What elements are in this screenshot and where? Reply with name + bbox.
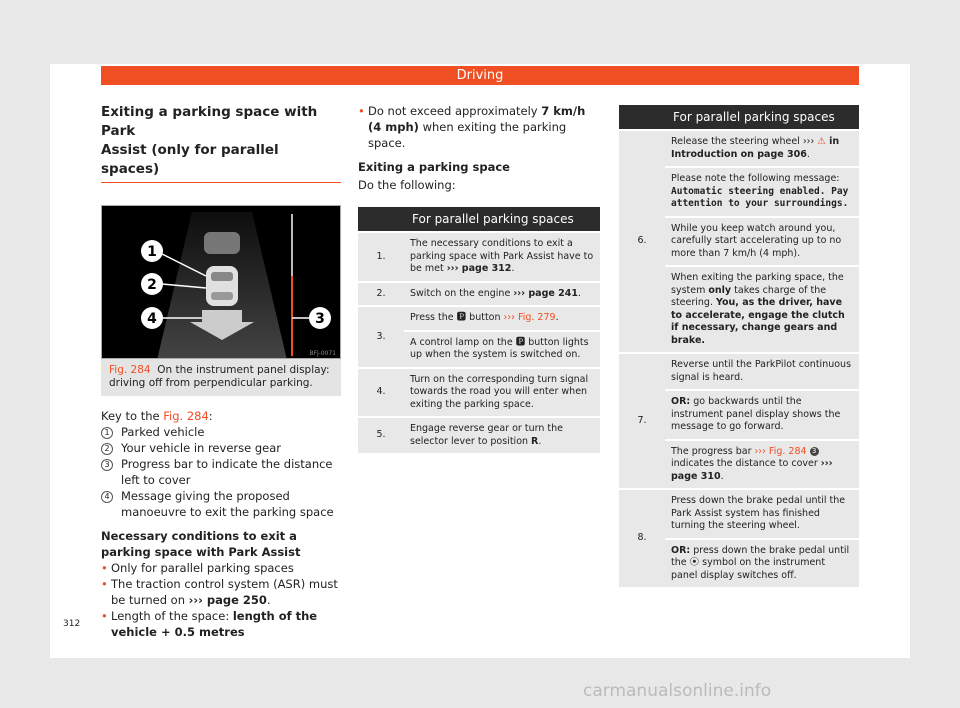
table-header: For parallel parking spaces xyxy=(665,105,859,129)
page-header: Driving xyxy=(101,66,859,85)
page-ref-link[interactable]: ››› page 312 xyxy=(446,263,512,274)
svg-text:3: 3 xyxy=(315,311,325,327)
subheading: Exiting a parking space xyxy=(358,160,510,174)
steering-symbol-icon: ⦿ xyxy=(689,557,700,568)
table-row: The progress bar ››› Fig. 284 3 indicates the distance to cover ››› page 310. xyxy=(619,441,859,489)
warning-icon: ⚠ xyxy=(817,136,826,147)
instrument-display-illustration xyxy=(102,206,341,359)
key-item: 2 Your vehicle in reverse gear xyxy=(101,440,341,456)
steps-table-2 xyxy=(619,103,859,589)
svg-text:1: 1 xyxy=(147,244,157,260)
key-item: 4 Message giving the proposed manoeuvre to exit the parking space xyxy=(101,488,341,520)
steps-table-1 xyxy=(358,205,600,455)
table-row: 3. Press the 🅿 button ››› Fig. 279. xyxy=(358,307,600,330)
table-row: When exiting the parking space, the system only takes charge of the steering. You, as the driver, have to accelerate, engage the clutch if necessary, change gears and brake. xyxy=(619,267,859,352)
figure-link[interactable]: ››› Fig. 279 xyxy=(503,312,556,323)
park-assist-button-icon: 🅿 xyxy=(515,336,526,348)
bullet-item: • Only for parallel parking spaces xyxy=(101,561,294,575)
table-row: 6. Release the steering wheel ››› ⚠ in Introduction on page 306. xyxy=(619,131,859,166)
right-column xyxy=(619,103,859,589)
watermark: carmanualsonline.info xyxy=(583,681,772,701)
figure-link[interactable]: ››› Fig. 284 xyxy=(754,445,807,457)
park-assist-button-icon: 🅿 xyxy=(456,312,467,323)
left-column xyxy=(101,103,341,640)
intro-text: Do the following: xyxy=(358,178,456,192)
table-row: A control lamp on the 🅿 button lights up when the system is switched on. xyxy=(358,332,600,367)
figure-caption: Fig. 284 On the instrument panel display: driving off from perpendicular parking. xyxy=(101,359,341,396)
figure-code: BFJ-0071 xyxy=(309,350,336,357)
key-intro: Key to the Fig. 284: xyxy=(101,409,213,423)
table-row: While you keep watch around you, carefully start accelerating up to no more than 7 km/h (4 mph). xyxy=(619,218,859,266)
middle-column xyxy=(358,103,600,455)
table-header: For parallel parking spaces xyxy=(404,207,600,231)
bullet-item: • Length of the space: length of the vehicle + 0.5 metres xyxy=(101,609,318,639)
page-number: 312 xyxy=(63,619,81,629)
table-row: 5. Engage reverse gear or turn the selector lever to position R. xyxy=(358,418,600,453)
callout-badge: 3 xyxy=(810,447,819,456)
table-row: 1. The necessary conditions to exit a parking space with Park Assist have to be met ››› page 312. xyxy=(358,233,600,281)
table-row: 4. Turn on the corresponding turn signal towards the road you will enter when exiting the parking space. xyxy=(358,369,600,417)
callout-3 xyxy=(309,307,331,329)
table-row: 2. Switch on the engine ››› page 241. xyxy=(358,283,600,306)
section-heading: Exiting a parking space with Park Assist (only for parallel spaces) xyxy=(101,104,318,177)
conditions-heading: Necessary conditions to exit a parking space with Park Assist xyxy=(101,529,301,559)
heading-rule xyxy=(101,182,341,183)
bullet-item: • Do not exceed approximately 7 km/h (4 mph) when exiting the parking space. xyxy=(358,104,586,150)
svg-text:2: 2 xyxy=(147,277,157,293)
bullet-item: • The traction control system (ASR) must be turned on ››› page 250. xyxy=(101,577,338,607)
table-row: OR: press down the brake pedal until the ⦿ symbol on the instrument panel display switches off. xyxy=(619,540,859,588)
table-row: 7. Reverse until the ParkPilot continuous signal is heard. xyxy=(619,354,859,389)
figure-link[interactable]: Fig. 284 xyxy=(163,409,209,423)
svg-text:4: 4 xyxy=(147,311,157,327)
page-ref-link[interactable]: ››› page 241 xyxy=(513,287,578,299)
callout-1 xyxy=(141,240,163,262)
key-item: 1 Parked vehicle xyxy=(101,424,341,440)
callout-2 xyxy=(141,273,163,295)
callout-4 xyxy=(141,307,163,329)
page-ref-link[interactable]: in Introduction on page 306 xyxy=(671,136,840,160)
table-row: Please note the following message: Automatic steering enabled. Pay attention to your surroundings. xyxy=(619,168,859,216)
figure-284 xyxy=(101,205,341,359)
table-row: OR: go backwards until the instrument panel display shows the message to go forward. xyxy=(619,391,859,439)
own-vehicle-icon xyxy=(206,266,238,306)
page-ref-link[interactable]: ››› page 310 xyxy=(671,458,833,482)
table-row: 8. Press down the brake pedal until the Park Assist system has finished turning the steering wheel. xyxy=(619,490,859,538)
key-item: 3 Progress bar to indicate the distance left to cover xyxy=(101,456,341,488)
page-ref-link[interactable]: ››› page 250 xyxy=(188,593,267,607)
parked-vehicle-icon xyxy=(204,232,240,254)
